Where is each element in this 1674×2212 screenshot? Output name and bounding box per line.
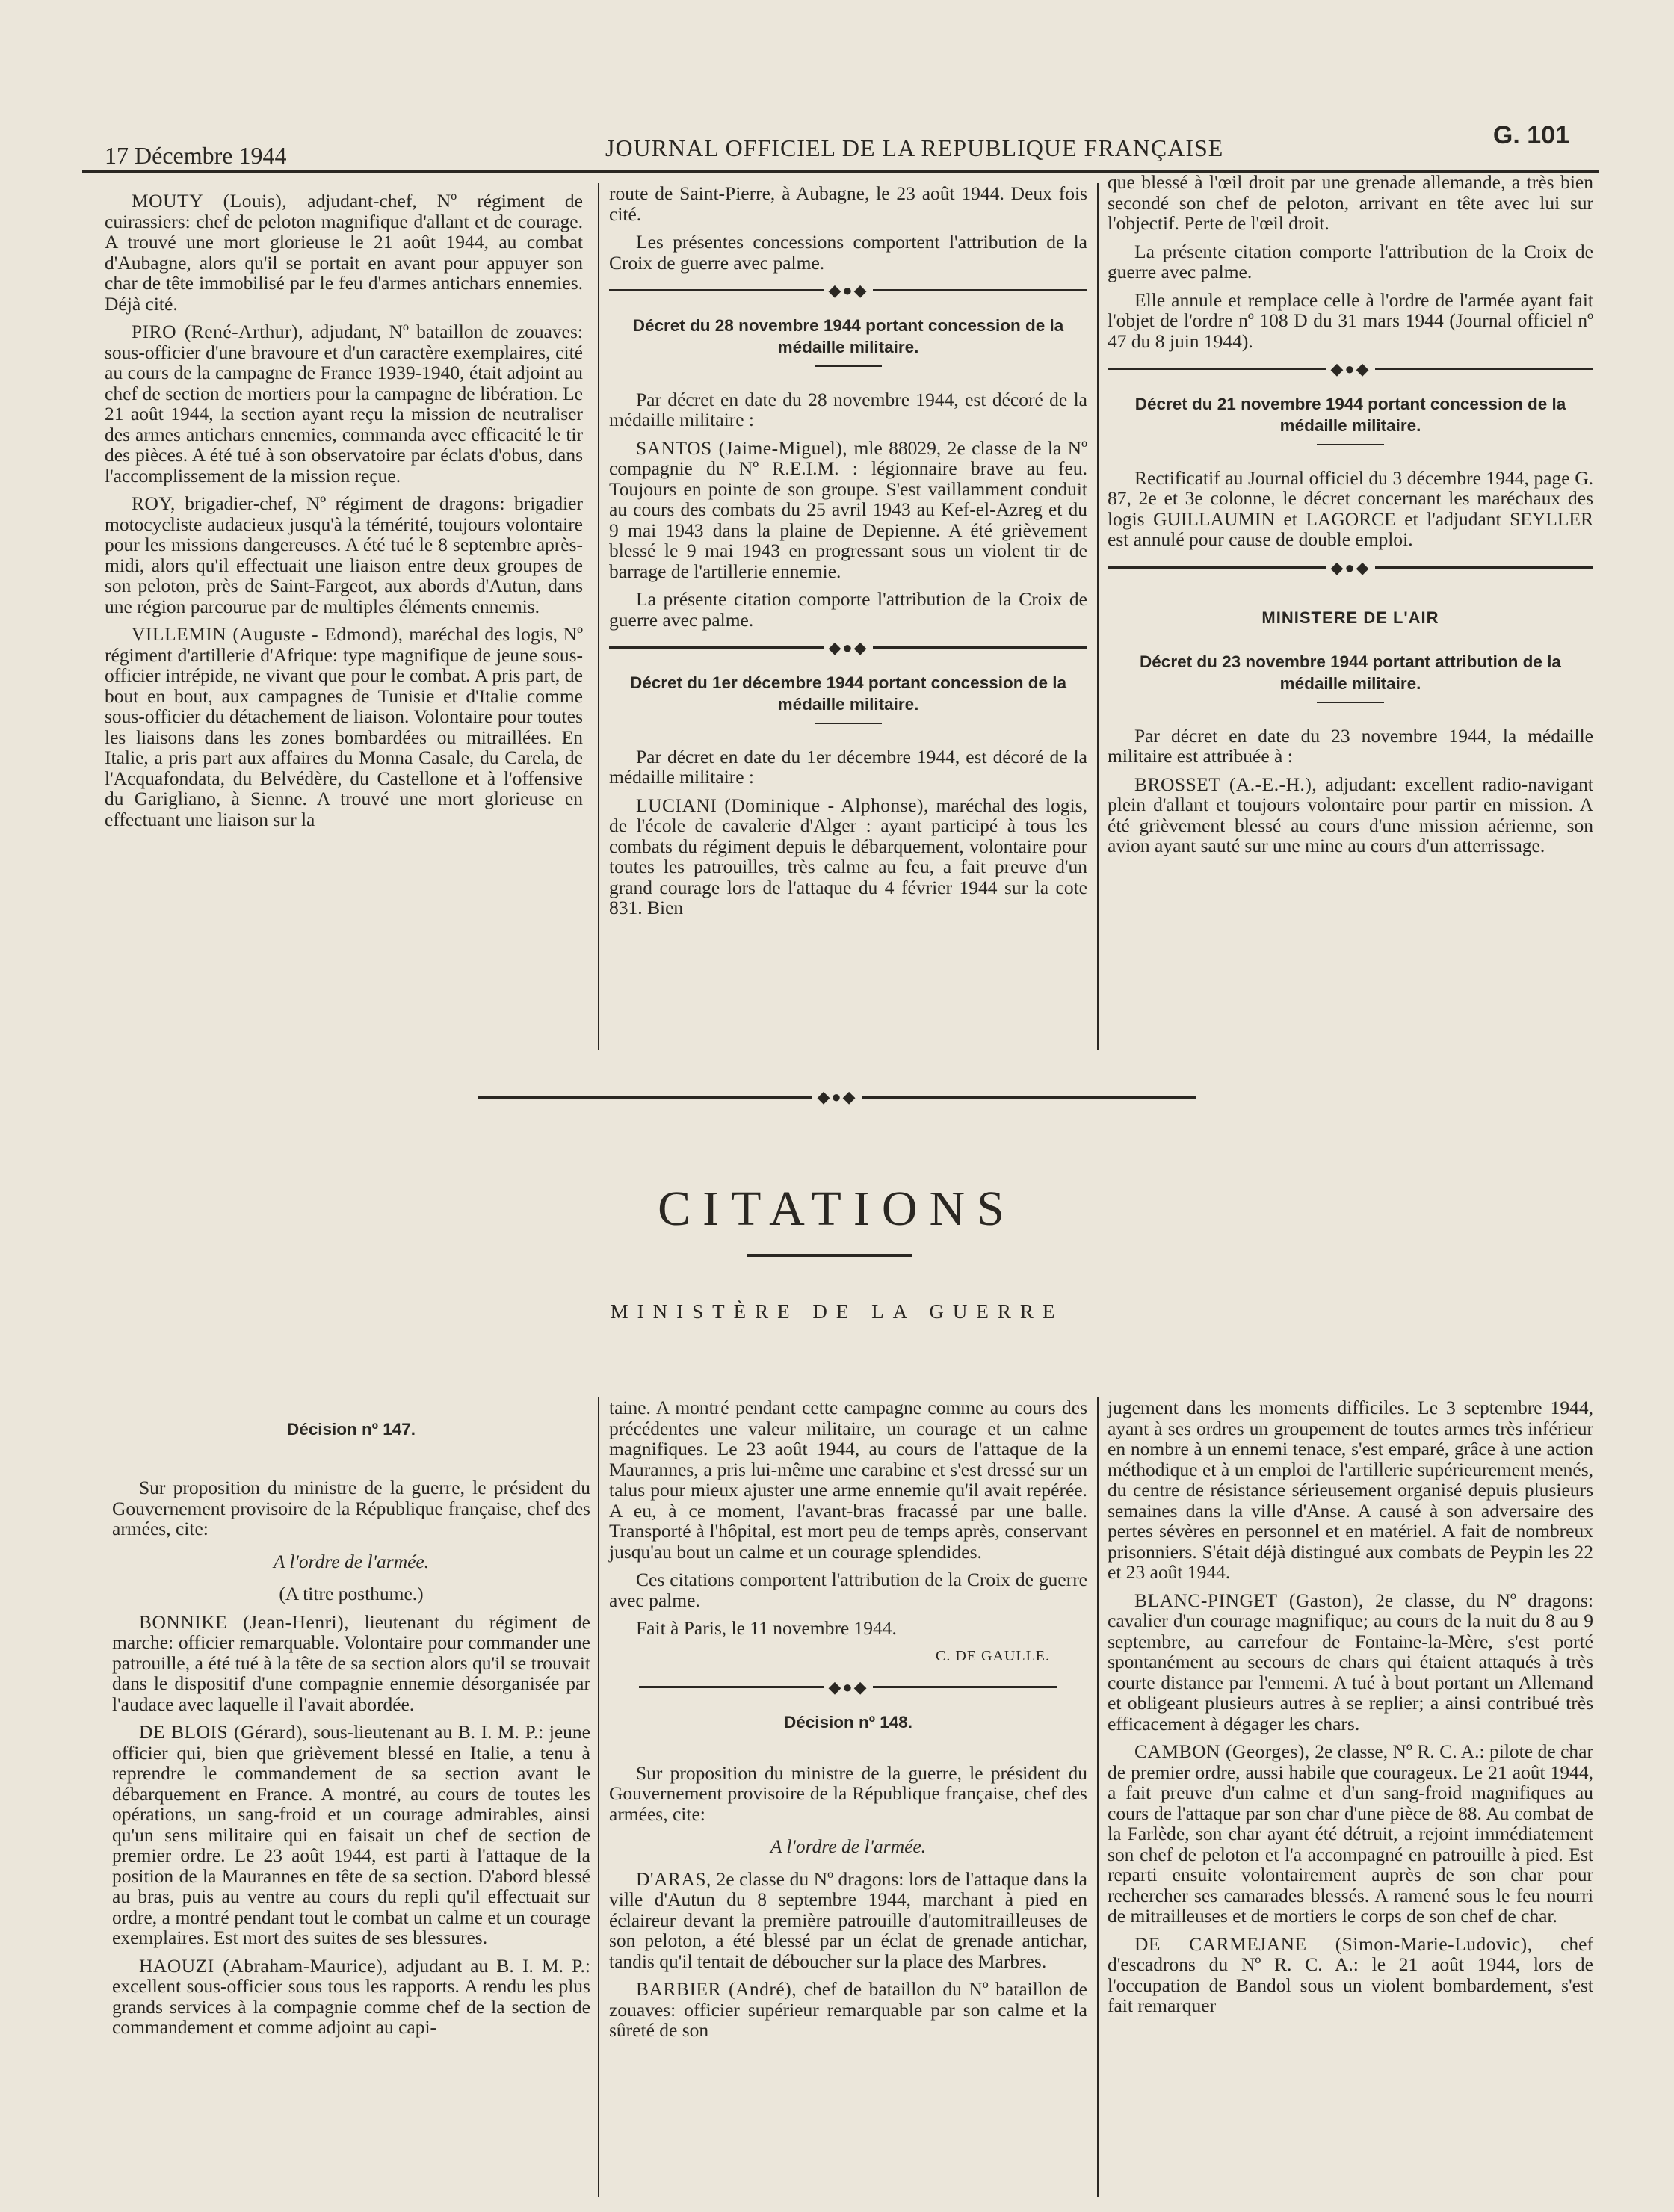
ornament-icon: ◆●◆ <box>1330 359 1371 378</box>
citation-name: BARBIER (André), <box>636 1978 797 2000</box>
citation-de-carmejane <box>1108 1934 1593 2016</box>
citation-text: 2e classe du Nº dragons: lors de l'attaque dans la ville d'Autun du 8 septembre 1944, marchant à pied en éclaireur devant la première patrouille d'automitrailleuses de son peloton, a été blessé par un éclat de grenade antichar, tandis qu'il tentait de déboucher sur la place des Marbres. <box>609 1867 1087 1972</box>
citation-text: brigadier-chef, Nº régiment de dragons: brigadier motocycliste audacieux jusqu'à la témérité, toujours volontaire pour les missions dangereuses. A été tué le 8 septembre après-midi, alors qu'il effectuait une liaison entre deux groupes de son peloton, près de Saint-Fargeot, aux abords d'Autun, dans une région parcourue par de multiples éléments ennemis. <box>105 492 583 617</box>
paragraph: Sur proposition du ministre de la guerre, le président du Gouvernement provisoire de la République française, chef des armées, cite: <box>112 1477 590 1539</box>
citation-name: ROY, <box>132 492 176 514</box>
signature: C. DE GAULLE. <box>936 1647 1050 1664</box>
section-title: Décret du 23 novembre 1944 portant attribution de la médaille militaire. <box>1140 652 1561 693</box>
paragraph: La présente citation comporte l'attribution de la Croix de guerre avec palme. <box>609 588 1087 631</box>
column-separator <box>1097 1397 1099 2197</box>
citation-piro <box>105 321 583 486</box>
ornament-line <box>609 646 824 649</box>
paragraph: Par décret en date du 28 novembre 1944, est décoré de la médaille militaire : <box>609 388 1087 430</box>
short-rule <box>815 723 882 724</box>
ornament-divider <box>609 280 1087 301</box>
citation-d-aras <box>609 1869 1087 1972</box>
ornament-icon: ◆●◆ <box>817 1087 857 1106</box>
ministry-heading: MINISTERE DE L'AIR <box>1261 608 1439 627</box>
citation-text: lieutenant du régiment de marche: officier remarquable. Volontaire pour commander une patrouille, a été tué à la tête de sa section alors qu'il se trouvait dans le dispositif d'une compagnie ennemie désorganisée par l'audace avec laquelle il l'avait abordée. <box>112 1610 590 1715</box>
citation-santos <box>609 438 1087 582</box>
ornament-divider <box>639 1677 1057 1698</box>
spacer <box>609 1740 1087 1763</box>
ornament-line <box>1375 566 1593 569</box>
citation-name: DE BLOIS (Gérard), <box>139 1721 308 1743</box>
ornament-line <box>478 1096 812 1099</box>
citation-barbier <box>609 1979 1087 2041</box>
citation-text: chef de bataillon du Nº bataillon de zouaves: officier supérieur remarquable par son calme et la sûreté de son <box>609 1978 1087 2041</box>
citation-text: 2e classe, Nº R. C. A.: pilote de char de premier ordre, aussi habile que courageux. Le 21 août 1944, a fait preuve d'un calme et d'un sang-froid magnifiques au cours de l'attaque par son char d'une pièce de 88. Au combat de la Farlède, son char ayant été détruit, a rejoint immédiatement son chef de peloton et l'a accompagné en patrouille à pied. Est reparti ensuite volontairement auprès de son char pour rechercher ses camarades blessés. A ramené sous le feu nourri de mitrailleuses et de mortiers le corps de son chef de char. <box>1108 1740 1593 1927</box>
ornament-line <box>873 289 1087 291</box>
paragraph: que blessé à l'œil droit par une grenade allemande, a très bien secondé son chef de peloton, arrivant en tête avec lui sur l'objectif. Perte de l'œil droit. <box>1108 171 1593 234</box>
ornament-line <box>1108 566 1326 569</box>
bottom-column-1 <box>112 1405 590 2045</box>
citation-text: mle 88029, 2e classe de la Nº compagnie du Nº R.E.I.M. : légionnaire brave au feu. Toujours en pointe de son groupe. S'est vaillamment conduit au cours des combats du 25 avril 1943 au Kef-el-Azreg et du 9 mai 1943 dans la plaine de Depienne. A été grièvement blessé le 9 mai 1943 en progressant sous un violent tir de barrage de l'artillerie ennemie. <box>609 436 1087 582</box>
decision-title: Décision nº 147. <box>286 1420 416 1439</box>
paragraph: Par décret en date du 23 novembre 1944, la médaille militaire est attribuée à : <box>1108 724 1593 767</box>
citation-name: D'ARAS, <box>636 1867 711 1890</box>
paragraph: Ces citations comportent l'attribution de la Croix de guerre avec palme. <box>609 1569 1087 1611</box>
citation-bonnike <box>112 1612 590 1715</box>
top-column-3 <box>1108 172 1593 864</box>
column-separator <box>598 1397 599 2197</box>
bottom-column-3 <box>1108 1397 1593 2024</box>
citation-text: chef d'escadrons du Nº R. C. A.: le 21 août 1944, lors de l'occupation de Bandol sous un violent bombardement, s'est fait remarquer <box>1108 1933 1593 2016</box>
column-separator <box>598 183 599 1050</box>
paragraph: jugement dans les moments difficiles. Le 3 septembre 1944, ayant à ses ordres un groupement de toutes armes très inférieur en nombre à un ennemi tenace, s'est emparé, grâce à une action méthodique et à un emploi de l'artillerie supérieurement menés, du centre de résistance sérieusement organisé depuis plusieurs semaines dans la ville d'Anse. A causé à son adversaire des pertes sévères en personnel et en matériel. A fait de nombreux prisonniers. S'était déjà distingué aux combats de Peypin les 22 et 23 août 1944. <box>1108 1397 1593 1583</box>
header-title: JOURNAL OFFICIEL DE LA REPUBLIQUE FRANÇAISE <box>605 135 1224 161</box>
citation-de-blois <box>112 1722 590 1948</box>
ornament-icon: ◆●◆ <box>828 638 868 657</box>
paragraph: La présente citation comporte l'attribution de la Croix de guerre avec palme. <box>1108 240 1593 282</box>
ornament-line <box>639 1686 824 1688</box>
citation-name: DE CARMEJANE (Simon-Marie-Ludovic), <box>1134 1933 1533 1955</box>
ornament-line <box>873 646 1087 649</box>
header-page-number: G. 101 <box>1492 121 1569 149</box>
citation-brosset <box>1108 774 1593 856</box>
citation-name: SANTOS (Jaime-Miguel), <box>636 436 848 459</box>
title-rule <box>747 1254 912 1257</box>
section-title: Décret du 1er décembre 1944 portant concession de la médaille militaire. <box>630 673 1066 714</box>
decision-title: Décision nº 148. <box>783 1712 913 1731</box>
citation-name: MOUTY (Louis), <box>132 190 288 211</box>
short-rule <box>1317 444 1384 445</box>
citation-name: LUCIANI (Dominique - Alphonse), <box>636 794 929 816</box>
paragraph: Fait à Paris, le 11 novembre 1944. <box>636 1617 897 1639</box>
paragraph: route de Saint-Pierre, à Aubagne, le 23 août 1944. Deux fois cité. <box>609 182 1087 225</box>
citation-name: PIRO (René-Arthur), <box>132 321 304 342</box>
citation-text: 2e classe, du Nº dragons: cavalier d'un courage magnifique; au cours de la nuit du 8 au 9 septembre, au carrefour de Fontaine-la-Mère, s'est porté spontanément au secours de chars qui étaient attaqués à très courte distance par l'ennemi. A tué à bout portant un Allemand et obligeant plusieurs autres à se replier; a ainsi contribué très efficacement à dégager les chars. <box>1108 1589 1593 1734</box>
ornament-icon: ◆●◆ <box>828 1678 868 1696</box>
ornament-divider <box>1108 359 1593 380</box>
ornament-line <box>1108 368 1326 370</box>
spacer <box>112 1448 590 1477</box>
citation-text: maréchal des logis, de l'école de cavalerie d'Alger : ayant participé à tous les combats du régiment depuis le débarquement, volontaire pour toutes les patrouilles, très calme au feu, a fait preuve d'un grand courage lors de l'attaque du 4 février 1944 sur la cote 831. Bien <box>609 794 1087 918</box>
section-title: Décret du 21 novembre 1944 portant concession de la médaille militaire. <box>1134 394 1566 435</box>
citation-name: BLANC-PINGET (Gaston), <box>1134 1589 1364 1611</box>
citation-name: BONNIKE (Jean-Henri), <box>139 1610 350 1633</box>
citation-name: VILLEMIN (Auguste - Edmond), <box>132 623 404 645</box>
ornament-icon: ◆●◆ <box>1330 557 1371 577</box>
citation-luciani <box>609 795 1087 918</box>
section-title: Décret du 28 novembre 1944 portant concession de la médaille militaire. <box>632 315 1064 356</box>
ornament-icon: ◆●◆ <box>828 281 868 300</box>
citation-cambon <box>1108 1741 1593 1927</box>
ornament-line <box>1375 368 1593 370</box>
paragraph: Sur proposition du ministre de la guerre, le président du Gouvernement provisoire de la République française, chef des armées, cite: <box>609 1761 1087 1825</box>
citation-mouty <box>105 191 583 314</box>
header-date: 17 Décembre 1944 <box>105 142 287 169</box>
citation-name: HAOUZI (Abraham-Maurice), <box>139 1954 389 1977</box>
citation-name: BROSSET (A.-E.-H.), <box>1134 773 1318 795</box>
citation-haouzi <box>112 1956 590 2038</box>
paragraph: Les présentes concessions comportent l'attribution de la Croix de guerre avec palme. <box>609 231 1087 274</box>
ornament-line <box>609 289 824 291</box>
ornament-divider <box>1108 557 1593 578</box>
order-line: A l'ordre de l'armée. <box>770 1835 927 1857</box>
top-column-1 <box>105 191 583 837</box>
ornament-divider <box>478 1087 1196 1107</box>
bottom-column-2 <box>609 1397 1087 2048</box>
order-line: A l'ordre de l'armée. <box>273 1550 430 1572</box>
column-separator <box>1097 183 1099 1050</box>
citation-text: sous-lieutenant au B. I. M. P.: jeune officier qui, bien que grièvement blessé en Italie, a tenu à reprendre le commandement de sa section avant le débarquement en France. A montré, au cours de toutes les opérations, un sang-froid et un courage admirables, ainsi qu'un sens militaire qui en faisait un chef de section de premier ordre. Le 23 août 1944, est parti à l'attaque de la position de la Maurannes en tête de sa section. D'abord blessé au bras, puis au ventre au cours du repli qu'il effectuait sur ordre, a montré pendant tout le combat un calme et un courage exemplaires. Est mort des suites de ses blessures. <box>112 1721 590 1948</box>
top-column-2 <box>609 183 1087 926</box>
ornament-line <box>862 1096 1196 1099</box>
citation-text: adjudant-chef, Nº régiment de cuirassiers: chef de peloton magnifique d'allant et de courage. A trouvé une mort glorieuse le 21 août 1944, au combat d'Aubagne, alors qu'il se portait en avant pour appuyer son char de tête immobilisé par le feu d'armes antichars ennemies. Déjà cité. <box>105 190 583 315</box>
ornament-divider <box>609 637 1087 658</box>
paragraph: Elle annule et remplace celle à l'ordre de l'armée ayant fait l'objet de l'ordre nº 108 D du 31 mars 1944 (Journal officiel nº 47 du 8 juin 1944). <box>1108 288 1593 352</box>
short-rule <box>1317 702 1384 703</box>
ornament-line <box>873 1686 1057 1688</box>
paragraph: taine. A montré pendant cette campagne comme au cours des précédentes une valeur militaire, un courage et un calme magnifiques. Le 23 août 1944, au cours de l'attaque de la Maurannes, a pris lui-même une carabine et s'est dressé sur un talus pour mieux ajuster une arme ennemie qu'il avait repérée. A eu, à ce moment, l'avant-bras fracassé par une balle. Transporté à l'hôpital, est mort peu de temps après, conservant jusqu'au bout un calme et un courage splendides. <box>609 1397 1087 1563</box>
posthume-line: (A titre posthume.) <box>279 1583 424 1604</box>
citation-blanc-pinget <box>1108 1590 1593 1734</box>
paragraph: Par décret en date du 1er décembre 1944, est décoré de la médaille militaire : <box>609 745 1087 788</box>
citation-villemin <box>105 624 583 830</box>
citation-roy <box>105 493 583 617</box>
citation-text: maréchal des logis, Nº régiment d'artillerie d'Afrique: type magnifique de jeune sous-officier intrépide, ne vivant que pour le combat. A pris part, de bout en bout, aux campagnes de Tunisie et d'Italie comme sous-officier du détachement de liaison. Volontaire pour toutes les liaisons dans les zones bombardées ou mitraillées. En Italie, a pris part aux affaires du Monna Casale, du Carela, de l'Acquafondata, du Belvédère, du Castellone et à l'offensive du Garigliano, à Sienne. A trouvé une mort glorieuse en effectuant une liaison sur la <box>105 623 583 830</box>
citation-text: adjudant au B. I. M. P.: excellent sous-officier sous tous les rapports. A rendu les plus grands services à la compagnie comme chef de la section de commandement et comme adjoint au capi- <box>112 1954 590 2038</box>
citation-text: adjudant: excellent radio-navigant plein d'allant et toujours volontaire pour partir en mission. A été grièvement blessé au cours d'une mission aérienne, son avion ayant sauté sur une mine au cours d'un atterrissage. <box>1108 773 1593 856</box>
short-rule <box>815 365 882 367</box>
ministry-subtitle: MINISTÈRE DE LA GUERRE <box>610 1300 1064 1323</box>
citation-name: CAMBON (Georges), <box>1134 1740 1310 1762</box>
paragraph: Rectificatif au Journal officiel du 3 décembre 1944, page G. 87, 2e et 3e colonne, le décret concernant les maréchaux des logis GUILLAUMIN et LAGORCE et l'adjudant SEYLLER est annulé pour cause de double emploi. <box>1108 466 1593 550</box>
citation-text: adjudant, Nº bataillon de zouaves: sous-officier d'une bravoure et d'un caractère exemplaires, cité au cours de la campagne de France 1939-1940, était adjoint au chef de section de mortiers pour la campagne de libération. Le 21 août 1944, la section ayant reçu la mission de neutraliser des armes antichars ennemies, commanda avec efficacité le tir des pièces. A été tué à son observatoire par éclats d'obus, dans l'accomplissement de la mission reçue. <box>105 321 584 486</box>
page-header <box>82 120 1577 169</box>
citations-title: CITATIONS <box>658 1181 1016 1236</box>
